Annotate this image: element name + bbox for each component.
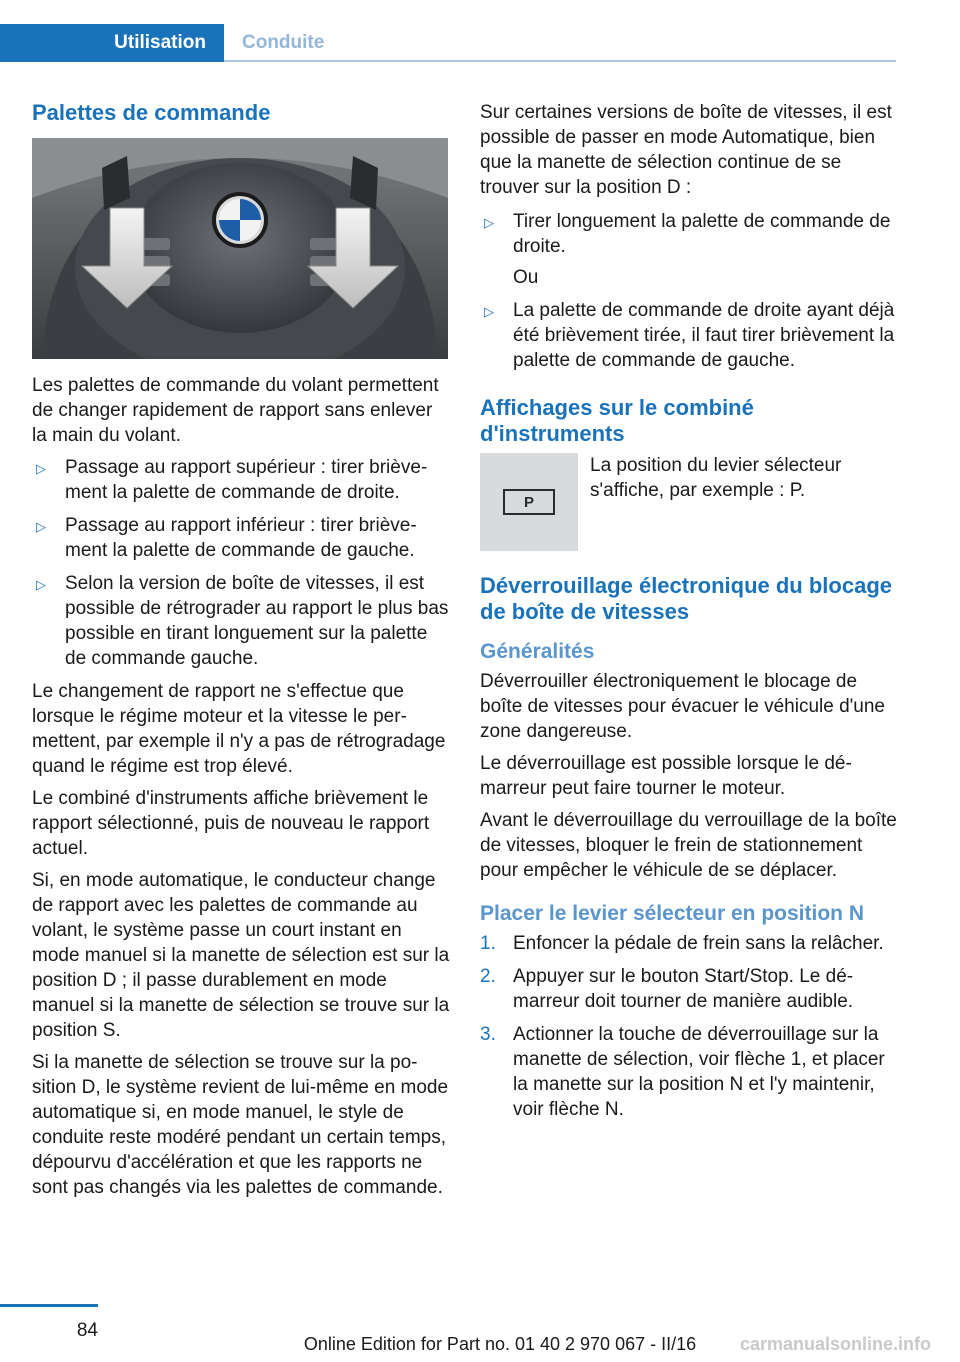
tab-utilisation[interactable]: Utilisation	[0, 24, 224, 62]
auto-mode-intro: Sur certaines versions de boîte de vitesses, il est possible de passer en mode Automatique, bien que la manette de sélection continue de se trouver sur la position D :	[480, 102, 892, 198]
gear-p-indicator: P	[503, 489, 555, 515]
list-item: 2. Appuyer sur le bouton Start/Stop. Le démarreur doit tourner de manière audible.	[480, 966, 854, 1012]
gear-display-row	[480, 453, 898, 551]
right-column	[480, 100, 898, 1130]
body-paragraph: Le combiné d'instruments affiche brièvement le rapport sélectionné, puis de nouveau le rapport actuel.	[32, 788, 430, 859]
section-heading-affichages: Affichages sur le combiné d'instruments	[480, 395, 754, 446]
tab-conduite[interactable]: Conduite	[242, 32, 325, 53]
list-item: ▷ La palette de commande de droite ayant déjà été brièvement tirée, il faut tirer brièvement la palette de commande de gauche.	[484, 300, 895, 371]
display-description: La position du levier sélecteur s'affiche, par exemple : P.	[590, 455, 842, 501]
list-item: ▷ Passage au rapport inférieur : tirer brièvement la palette de commande de gauche.	[36, 515, 417, 561]
body-paragraph: Si la manette de sélection se trouve sur la position D, le système revient de lui-même en mode automatique si, en mode manuel, le style de conduite reste modéré pendant un certain temps, dépourvu d'accélération et que les rapports ne sont pas changés via les palettes de commande.	[32, 1052, 449, 1198]
section-heading-deverrouillage: Déverrouillage électronique du blocage de boîte de vitesses	[480, 573, 892, 624]
tab-divider	[224, 60, 896, 62]
body-paragraph: Si, en mode automatique, le conducteur change de rapport avec les palettes de commande au volant, le système passe un court instant en mode manuel si la manette de sélection est sur la position D ; il passe durablement en mode manuel si la manette de sélection se trouve sur la position S.	[32, 870, 450, 1041]
triangle-right-icon: ▷	[36, 461, 46, 476]
edition-line: Online Edition for Part no. 01 40 2 970 067 - II/16	[303, 1334, 697, 1354]
triangle-right-icon: ▷	[484, 215, 494, 230]
triangle-right-icon: ▷	[36, 519, 46, 534]
list-item: ▷ Tirer longuement la palette de commande de droite. Ou	[480, 209, 898, 290]
subheading-position-n: Placer le levier sélecteur en position N	[480, 902, 864, 925]
body-paragraph: Le changement de rapport ne s'effectue que lorsque le régime moteur et la vitesse le permettent, par exemple il n'y a pas de rétrogradage quand le régime est trop élevé.	[32, 681, 446, 777]
chapter-tabs	[0, 24, 896, 62]
list-item: 1. Enfoncer la pédale de frein sans la relâcher.	[480, 933, 884, 954]
cluster-display-image	[480, 453, 578, 551]
body-paragraph: Le déverrouillage est possible lorsque le démarreur peut faire tourner le moteur.	[480, 753, 852, 799]
triangle-right-icon: ▷	[36, 577, 46, 592]
steps-list	[480, 931, 898, 1122]
body-paragraph: Avant le déverrouillage du verrouillage de la boîte de vitesses, bloquer le frein de stationnement pour empêcher le véhicule de se déplacer.	[480, 810, 897, 881]
list-item: ▷ Passage au rapport supérieur : tirer brièvement la palette de commande de droite.	[36, 457, 428, 503]
watermark: carmanualsonline.info	[740, 1334, 932, 1354]
auto-mode-bullet-list	[480, 209, 898, 373]
triangle-right-icon: ▷	[484, 304, 494, 319]
list-item: 3. Actionner la touche de déverrouillage sur la manette de sélection, voir flèche 1, et placer la manette sur la position N et l'y maintenir, voir flèche N.	[480, 1024, 885, 1120]
page-number: 84	[76, 1320, 98, 1341]
body-paragraph: Déverrouiller électroniquement le blocage de boîte de vitesses pour évacuer le véhicule d'une zone dangereuse.	[480, 671, 885, 742]
intro-paragraph: Les palettes de commande du volant permettent de changer rapidement de rapport sans enlever la main du volant.	[32, 375, 439, 446]
steering-wheel-paddles-image	[32, 138, 448, 359]
left-column	[32, 100, 450, 1207]
or-label: Ou	[513, 267, 539, 288]
shift-bullet-list	[32, 455, 450, 671]
list-item: ▷ Selon la version de boîte de vitesses, il est possible de rétrograder au rapport le plus bas possible en tirant longuement sur la palette de commande gauche.	[36, 573, 449, 669]
section-heading-palettes: Palettes de commande	[32, 100, 271, 125]
subheading-generalites: Généralités	[480, 640, 595, 663]
footer-rule	[0, 1304, 98, 1307]
